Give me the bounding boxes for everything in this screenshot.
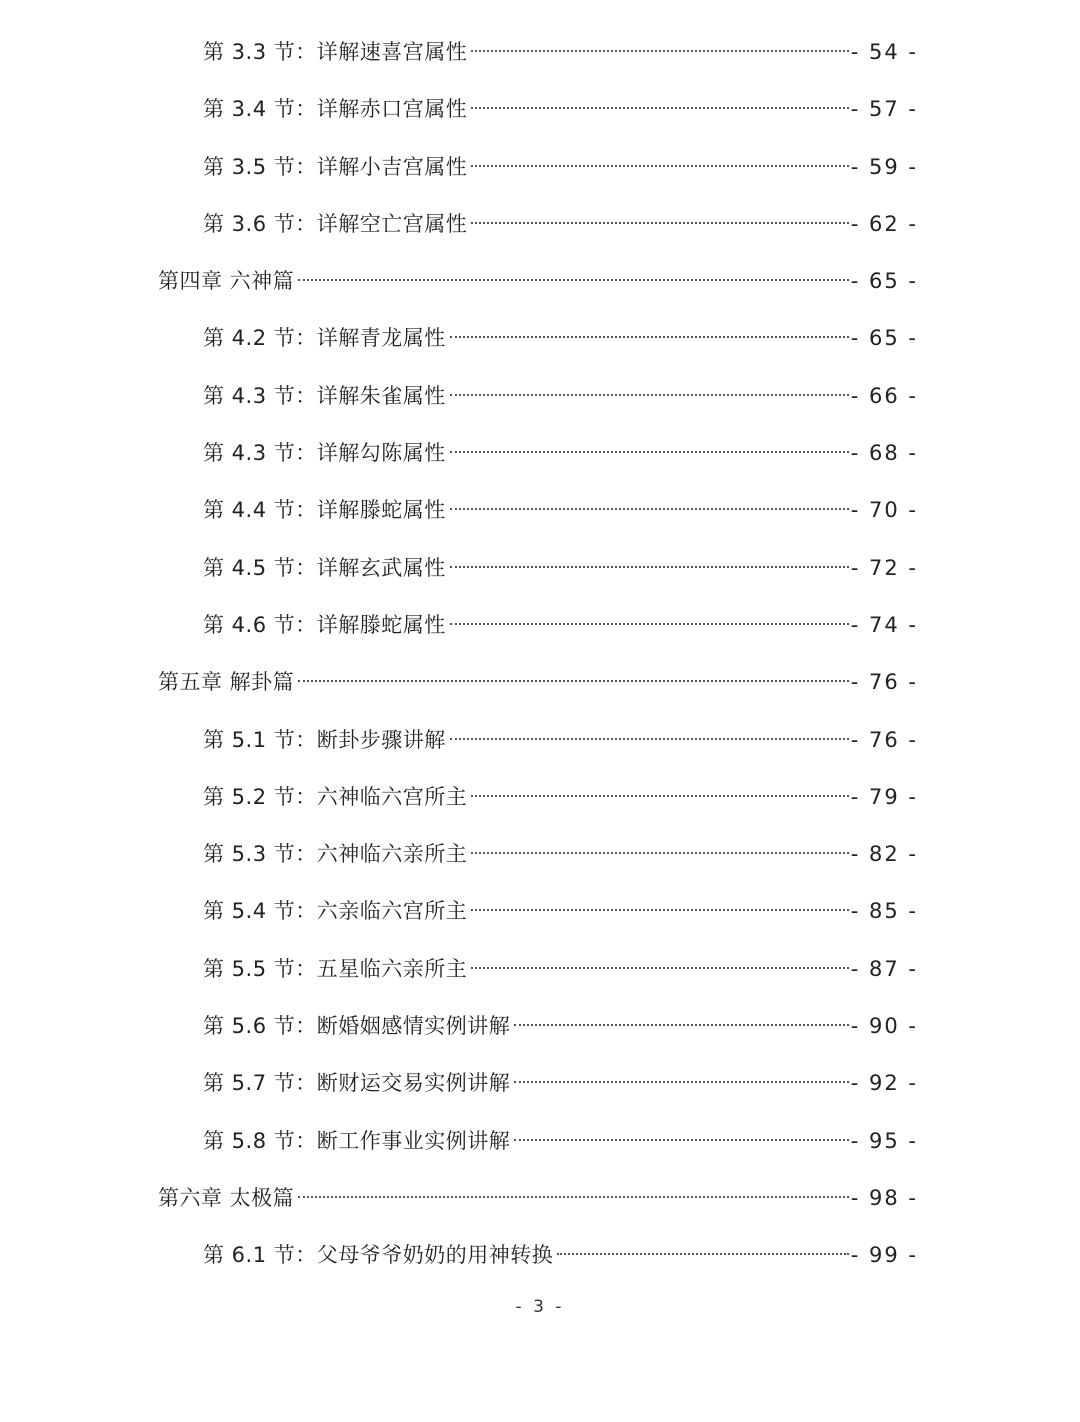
- toc-entry-page: - 76 -: [850, 727, 918, 752]
- toc-entry-title: 第 5.3 节：六神临六亲所主: [203, 842, 468, 867]
- toc-chapter-page: - 98 -: [850, 1185, 918, 1210]
- toc-entry-page: - 59 -: [850, 154, 918, 179]
- toc-entry[interactable]: [0, 368, 1080, 425]
- toc-entry[interactable]: [0, 1227, 1080, 1284]
- toc-entry-title: 第 6.1 节：父母爷爷奶奶的用神转换: [203, 1243, 554, 1268]
- toc-entry-title: 第 5.2 节：六神临六宫所主: [203, 784, 468, 809]
- toc-entry-title: 第 4.3 节：详解朱雀属性: [203, 383, 446, 408]
- toc-entry-title: 第 4.5 节：详解玄武属性: [203, 555, 446, 580]
- toc-chapter-title: 第五章 解卦篇: [158, 670, 295, 695]
- toc-entry-page: - 79 -: [850, 784, 918, 809]
- toc-entry[interactable]: [0, 597, 1080, 654]
- toc-entry[interactable]: [0, 769, 1080, 826]
- toc-chapter-title: 第六章 太极篇: [158, 1185, 295, 1210]
- toc-dot-leader: [471, 50, 849, 52]
- toc-entry[interactable]: [0, 196, 1080, 253]
- toc-dot-leader: [471, 795, 849, 797]
- toc-entry[interactable]: [0, 310, 1080, 367]
- toc-entry-page: - 85 -: [850, 899, 918, 924]
- toc-dot-leader: [471, 967, 849, 969]
- toc-entry-page: - 92 -: [850, 1071, 918, 1096]
- toc-entry[interactable]: [0, 883, 1080, 940]
- toc-entry-title: 第 3.4 节：详解赤口宫属性: [203, 97, 468, 122]
- toc-dot-leader: [471, 909, 849, 911]
- toc-dot-leader: [298, 680, 849, 682]
- toc-dot-leader: [298, 1196, 849, 1198]
- toc-entry[interactable]: [0, 540, 1080, 597]
- toc-chapter-page: - 76 -: [850, 670, 918, 695]
- toc-entry-page: - 99 -: [850, 1243, 918, 1268]
- toc-dot-leader: [471, 852, 849, 854]
- toc-entry-title: 第 5.4 节：六亲临六宫所主: [203, 899, 468, 924]
- toc-entry-page: - 82 -: [850, 842, 918, 867]
- toc-entry[interactable]: [0, 941, 1080, 998]
- toc-entry-page: - 68 -: [850, 441, 918, 466]
- toc-entry-title: 第 5.6 节：断婚姻感情实例讲解: [203, 1014, 511, 1039]
- toc-entry-title: 第 4.6 节：详解滕蛇属性: [203, 612, 446, 637]
- toc-chapter-title: 第四章 六神篇: [158, 269, 295, 294]
- toc-dot-leader: [450, 566, 849, 568]
- toc-entry-page: - 70 -: [850, 498, 918, 523]
- toc-entry[interactable]: [0, 998, 1080, 1055]
- toc-entry-title: 第 3.5 节：详解小吉宫属性: [203, 154, 468, 179]
- toc-entry-title: 第 5.7 节：断财运交易实例讲解: [203, 1071, 511, 1096]
- toc-entry-page: - 72 -: [850, 555, 918, 580]
- toc-chapter[interactable]: [0, 1170, 1080, 1227]
- toc-entry-page: - 65 -: [850, 326, 918, 351]
- toc-dot-leader: [298, 279, 849, 281]
- toc-entry-page: - 66 -: [850, 383, 918, 408]
- toc-entry[interactable]: [0, 81, 1080, 138]
- toc-dot-leader: [450, 508, 849, 510]
- toc-entry-title: 第 4.3 节：详解勾陈属性: [203, 441, 446, 466]
- toc-entry[interactable]: [0, 1055, 1080, 1112]
- toc-entry-title: 第 5.5 节：五星临六亲所主: [203, 956, 468, 981]
- toc-entry-page: - 54 -: [850, 40, 918, 64]
- toc-entry-title: 第 3.6 节：详解空亡宫属性: [203, 211, 468, 236]
- toc-entry-title: 第 5.1 节：断卦步骤讲解: [203, 727, 446, 752]
- toc-entry-title: 第 4.2 节：详解青龙属性: [203, 326, 446, 351]
- toc-dot-leader: [450, 451, 849, 453]
- toc-dot-leader: [514, 1139, 849, 1141]
- toc-dot-leader: [450, 623, 849, 625]
- toc-chapter[interactable]: [0, 253, 1080, 310]
- toc-entry-page: - 95 -: [850, 1128, 918, 1153]
- toc-entry-title: 第 3.3 节：详解速喜宫属性: [203, 40, 468, 64]
- toc-dot-leader: [471, 165, 849, 167]
- toc-dot-leader: [450, 738, 849, 740]
- toc-dot-leader: [514, 1024, 849, 1026]
- toc-entry[interactable]: [0, 139, 1080, 196]
- table-of-contents: [0, 24, 1080, 1285]
- toc-entry[interactable]: [0, 712, 1080, 769]
- toc-entry[interactable]: [0, 425, 1080, 482]
- toc-entry[interactable]: [0, 1113, 1080, 1170]
- toc-entry-page: - 57 -: [850, 97, 918, 122]
- toc-dot-leader: [471, 222, 849, 224]
- toc-chapter[interactable]: [0, 654, 1080, 711]
- toc-dot-leader: [471, 107, 849, 109]
- toc-entry[interactable]: [0, 826, 1080, 883]
- toc-chapter-page: - 65 -: [850, 269, 918, 294]
- toc-entry-title: 第 4.4 节：详解滕蛇属性: [203, 498, 446, 523]
- page-number: - 3 -: [515, 1297, 565, 1317]
- toc-dot-leader: [557, 1253, 849, 1255]
- toc-dot-leader: [450, 336, 849, 338]
- toc-dot-leader: [450, 394, 849, 396]
- toc-entry-page: - 74 -: [850, 612, 918, 637]
- toc-entry-page: - 87 -: [850, 956, 918, 981]
- toc-entry-title: 第 5.8 节：断工作事业实例讲解: [203, 1128, 511, 1153]
- toc-dot-leader: [514, 1081, 849, 1083]
- toc-entry[interactable]: [0, 482, 1080, 539]
- toc-entry[interactable]: [0, 24, 1080, 81]
- toc-entry-page: - 62 -: [850, 211, 918, 236]
- toc-entry-page: - 90 -: [850, 1014, 918, 1039]
